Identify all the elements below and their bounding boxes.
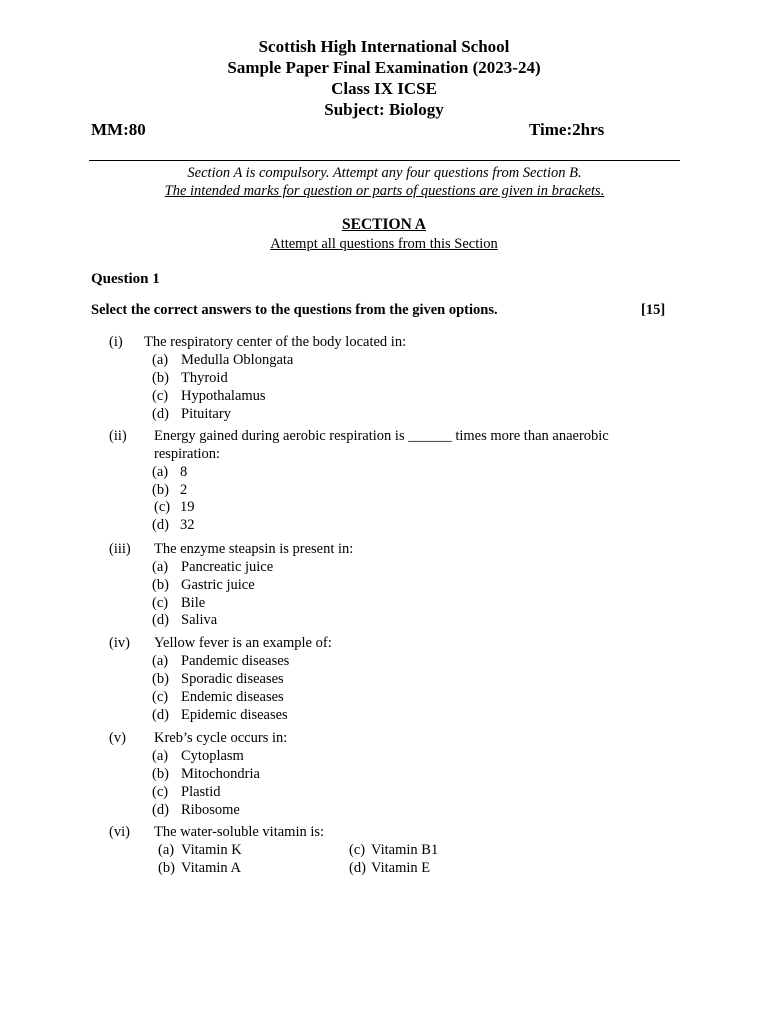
option-letter: (a) [152,748,169,764]
option-letter: (d) [152,406,169,422]
option-text: Pandemic diseases [181,653,290,669]
option-text: Sporadic diseases [181,671,284,687]
option-letter: (d) [152,707,169,723]
time-allowed: Time:2hrs [529,120,605,139]
option-text: Hypothalamus [181,388,266,404]
item-number: (vi) [109,824,130,840]
option-letter: (c) [152,689,169,705]
option-text: Vitamin A [181,860,241,876]
item-text: The water-soluble vitamin is: [154,824,325,840]
option-text: 2 [180,482,188,498]
item-number: (iv) [109,635,130,651]
item-number: (iii) [109,541,131,557]
paper-header [0,36,768,120]
option-text: Mitochondria [181,766,260,782]
instruction-line-2 [89,183,680,200]
section-subtitle [0,236,768,253]
option-text: Vitamin K [181,842,242,858]
class-name: Class IX ICSE [331,79,437,98]
option-text: 19 [180,499,195,515]
option-text: 8 [180,464,188,480]
item-number: (ii) [109,428,127,444]
item-text: Yellow fever is an example of: [154,635,332,651]
option-text: Bile [181,595,206,611]
max-marks: MM:80 [91,120,146,139]
option-letter: (b) [152,370,169,386]
option-letter: (c) [349,842,366,858]
option-text: Ribosome [181,802,240,818]
item-text: Energy gained during aerobic respiration is ______ times more than anaerobic [154,428,609,444]
subject-name: Subject: Biology [324,100,444,119]
item-number: (v) [109,730,126,746]
option-letter: (a) [152,352,169,368]
option-letter: (b) [158,860,175,876]
exam-title: Sample Paper Final Examination (2023-24) [227,58,541,77]
option-letter: (c) [152,784,169,800]
option-text: Pancreatic juice [181,559,274,575]
option-text: Pituitary [181,406,231,422]
option-letter: (a) [152,464,169,480]
item-text: Kreb’s cycle occurs in: [154,730,288,746]
option-letter: (d) [349,860,366,876]
option-letter: (b) [152,766,169,782]
question-instruction: Select the correct answers to the questions from the given options. [91,302,498,318]
option-text: Medulla Oblongata [181,352,294,368]
item-text: The enzyme steapsin is present in: [154,541,354,557]
option-text: Plastid [181,784,221,800]
option-letter: (c) [152,595,169,611]
option-letter: (c) [154,499,171,515]
option-letter: (b) [152,482,169,498]
header-divider [89,160,680,161]
option-text: Epidemic diseases [181,707,288,723]
option-letter: (d) [152,612,169,628]
option-text: Vitamin E [371,860,431,876]
instruction-line-1 [89,165,680,182]
section-title-text: SECTION A [342,216,426,233]
instruction-text-1: Section A is compulsory. Attempt any four questions from Section B. [187,165,582,181]
section-subtitle-text: Attempt all questions from this Section [270,236,498,252]
item-number: (i) [109,334,123,350]
option-text: Gastric juice [181,577,255,593]
option-letter: (a) [152,653,169,669]
option-text: Thyroid [181,370,228,386]
option-text: Cytoplasm [181,748,244,764]
school-name: Scottish High International School [258,37,510,56]
option-text: Endemic diseases [181,689,284,705]
item-text-continued: respiration: [154,446,221,462]
option-letter: (d) [152,802,169,818]
option-letter: (b) [152,577,169,593]
question-label: Question 1 [91,271,160,287]
option-letter: (b) [152,671,169,687]
instruction-text-2: The intended marks for question or parts of questions are given in brackets. [164,183,605,199]
option-text: Vitamin B1 [371,842,439,858]
option-letter: (a) [152,559,169,575]
option-text: 32 [180,517,195,533]
section-title [0,216,768,234]
option-letter: (d) [152,517,169,533]
option-letter: (c) [152,388,169,404]
option-text: Saliva [181,612,218,628]
item-text: The respiratory center of the body located in: [144,334,407,350]
question-marks: [15] [641,302,666,318]
option-letter: (a) [158,842,175,858]
